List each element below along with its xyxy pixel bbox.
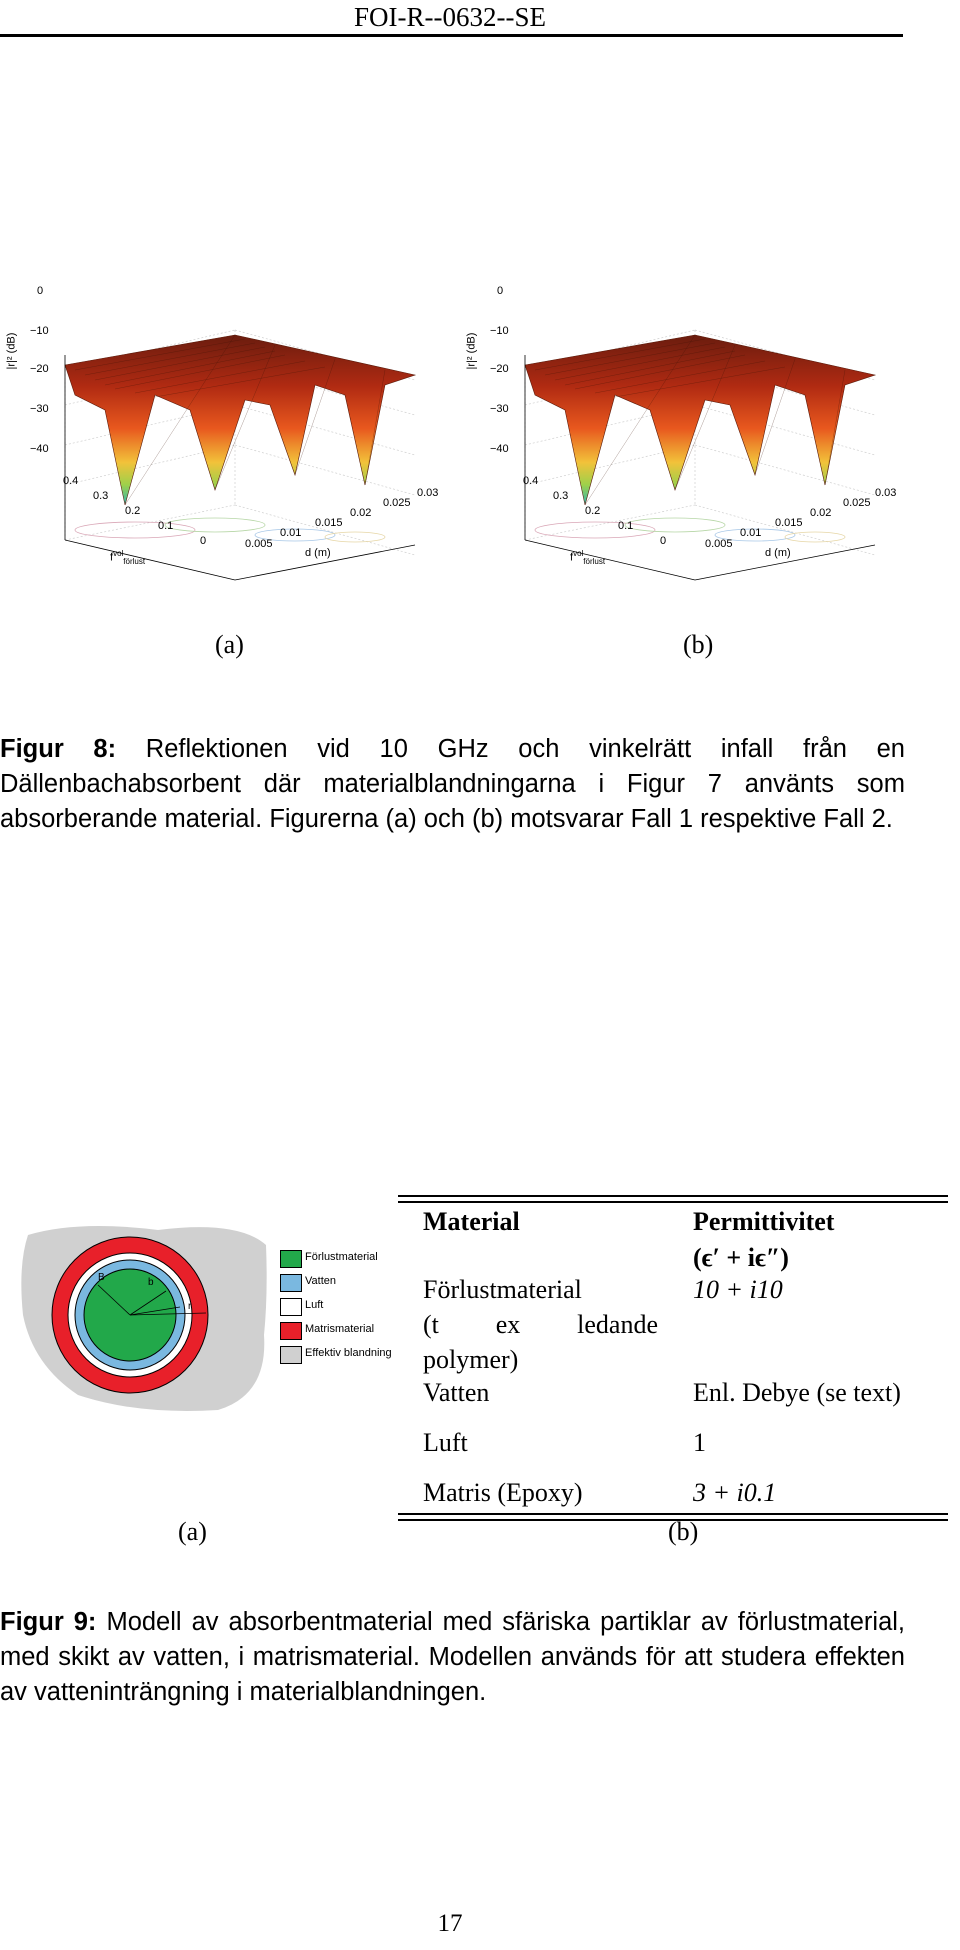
figure8-caption-text: Reflektionen vid 10 GHz och vinkelrätt infall från en Dällenbachabsorbent där materialblandningarna i Figur 7 använts som absorberande material. Figurerna (a) och (b) motsvarar Fall 1 respektive Fall 2. (0, 735, 905, 833)
legend-label: Vatten (305, 1275, 336, 1287)
d-axis-label: d (m) (765, 547, 791, 559)
d-tick: 0.01 (280, 527, 302, 539)
d-tick: 0.02 (350, 507, 372, 519)
d-axis-label: d (m) (305, 547, 331, 559)
row-material: Luft (423, 1428, 468, 1457)
header-rule (0, 34, 903, 37)
figure9-sublabel-a: (a) (178, 1517, 207, 1546)
row-permittivity: 10 + i10 (693, 1275, 783, 1304)
d-tick: 0.03 (417, 487, 439, 499)
table-top-rule (398, 1195, 948, 1197)
f-tick: 0.2 (125, 505, 141, 517)
figure8-caption-label: Figur 8: (0, 735, 117, 763)
f-axis-label (110, 549, 145, 566)
row-permittivity: 1 (693, 1428, 706, 1457)
z-axis-label: |r|² (dB) (465, 332, 478, 370)
col-header-material: Material (423, 1207, 520, 1236)
f-tick: 0.3 (93, 490, 109, 502)
legend-label: Matrismaterial (305, 1323, 375, 1335)
z-tick-40: −40 (490, 443, 509, 455)
f-tick: 0 (200, 535, 207, 547)
row-material: Matris (Epoxy) (423, 1478, 583, 1507)
d-tick: 0.005 (245, 538, 273, 550)
table-bottom-rule (398, 1513, 948, 1515)
f-axis-label-sup: vol (573, 549, 584, 558)
z-tick-0: 0 (37, 285, 44, 297)
legend-label: Effektiv blandning (305, 1347, 392, 1359)
figure8-caption (0, 732, 905, 837)
f-axis-label-main: f (110, 551, 114, 564)
row-material: Vatten (423, 1378, 490, 1407)
legend-swatch (280, 1298, 302, 1316)
legend-label: Förlustmaterial (305, 1251, 378, 1263)
f-tick: 0 (660, 535, 667, 547)
legend-label: Luft (305, 1299, 324, 1311)
row-permittivity: Enl. Debye (se text) (693, 1378, 901, 1407)
z-tick-10: −10 (490, 325, 509, 337)
radius-label-b: b (148, 1277, 154, 1288)
f-tick: 0.4 (63, 475, 79, 487)
f-axis-label-main: f (570, 551, 574, 564)
legend-swatch (280, 1250, 302, 1268)
row-material-line2: (t ex ledande (423, 1310, 658, 1339)
d-tick: 0.025 (383, 497, 411, 509)
col-header-permittivity: Permittivitet (693, 1207, 835, 1236)
row-material-line3: polymer) (423, 1345, 519, 1374)
row-permittivity: 3 + i0.1 (693, 1478, 777, 1507)
d-tick: 0.015 (315, 517, 343, 529)
radius-label-r: r (188, 1301, 192, 1312)
f-axis-label-sub: förlust (583, 556, 606, 566)
figure9-caption-text: Modell av absorbentmaterial med sfäriska partiklar av förlustmaterial, med skikt av vatten, i matrismaterial. Modellen används för att studera effekten av vatteninträngning i materialblandningen. (0, 1608, 906, 1706)
f-tick: 0.1 (158, 520, 174, 532)
particle-model-diagram (18, 1215, 392, 1415)
report-number: FOI-R--0632--SE (354, 2, 546, 32)
f-axis-label (570, 549, 605, 566)
figure8-sublabel-b: (b) (683, 630, 714, 659)
figure9-sublabel-b: (b) (668, 1517, 699, 1546)
f-axis-label-sup: vol (113, 549, 124, 558)
f-axis-label-sub: förlust (123, 556, 146, 566)
z-tick-20: −20 (30, 363, 49, 375)
table-top-rule-2 (398, 1201, 948, 1203)
d-tick: 0.005 (705, 538, 733, 550)
figure9-caption (0, 1605, 905, 1710)
figure8-sublabel-a: (a) (215, 630, 244, 659)
f-tick: 0.1 (618, 520, 634, 532)
d-tick: 0.025 (843, 497, 871, 509)
row-material: Förlustmaterial (423, 1275, 582, 1304)
z-tick-20: −20 (490, 363, 509, 375)
f-tick: 0.3 (553, 490, 569, 502)
col-header-formula: (ϵ′ + iϵ″) (693, 1243, 789, 1272)
d-tick: 0.02 (810, 507, 832, 519)
z-tick-30: −30 (490, 403, 509, 415)
f-tick: 0.4 (523, 475, 539, 487)
legend-swatch (280, 1274, 302, 1292)
particle-model-svg (18, 1215, 378, 1415)
z-tick-30: −30 (30, 403, 49, 415)
d-tick: 0.015 (775, 517, 803, 529)
z-tick-0: 0 (497, 285, 504, 297)
legend-swatch (280, 1322, 302, 1340)
z-axis-label: |r|² (dB) (5, 332, 18, 370)
d-tick: 0.01 (740, 527, 762, 539)
d-tick: 0.03 (875, 487, 897, 499)
legend-swatch (280, 1346, 302, 1364)
radius-label-B: B (98, 1272, 105, 1283)
z-tick-40: −40 (30, 443, 49, 455)
surface-plot-a (5, 285, 439, 625)
figure9-caption-label: Figur 9: (0, 1608, 97, 1636)
z-tick-10: −10 (30, 325, 49, 337)
f-tick: 0.2 (585, 505, 601, 517)
surface-plot-b (465, 285, 897, 625)
page-number: 17 (437, 1910, 463, 1937)
